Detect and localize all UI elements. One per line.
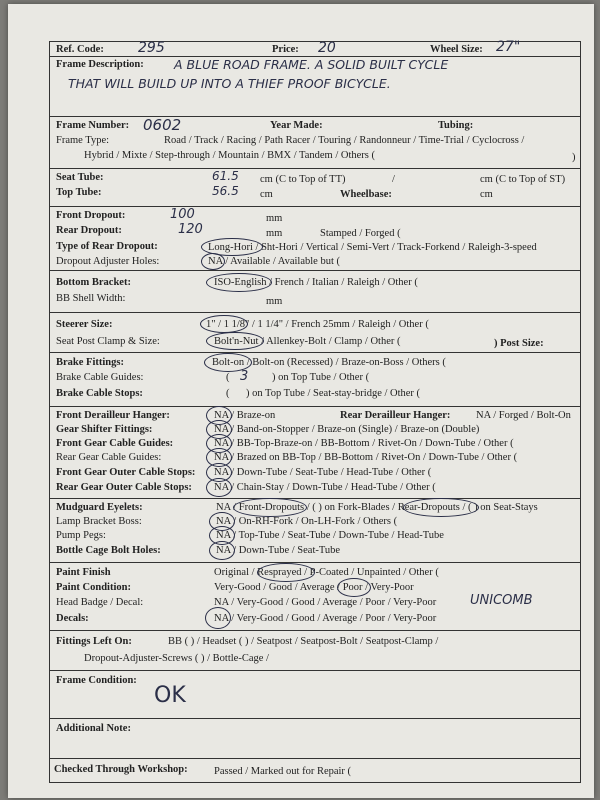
rgos-label: Rear Gear Outer Cable Stops:: [56, 482, 192, 493]
decals-na-circle: [205, 607, 231, 629]
bb-shell-unit: mm: [266, 296, 283, 307]
rear-dropout-unit: mm: [266, 228, 283, 239]
rgos-na-circle: [206, 478, 232, 497]
mudguard-label: Mudguard Eyelets:: [56, 502, 143, 513]
head-badge-options: NA / Very-Good / Good / Average / Poor / Very-Poor: [214, 597, 437, 608]
steerer-section: [50, 312, 580, 352]
dropouts-section: [50, 206, 580, 270]
rd-hanger-options: NA / Forged / Bolt-On: [476, 410, 571, 421]
top-tube-label: Top Tube:: [56, 187, 102, 198]
price-label: Price:: [272, 44, 299, 55]
workshop-options: Passed / Marked out for Repair (: [214, 766, 352, 777]
poor-circle: [337, 578, 371, 597]
adjuster-label: Dropout Adjuster Holes:: [56, 256, 160, 267]
bottom-bracket-section: [50, 270, 580, 312]
bottle-options: NA / Down-Tube / Seat-Tube: [216, 545, 341, 556]
paper-sheet: [8, 4, 594, 798]
fgcg-label: Front Gear Cable Guides:: [56, 438, 174, 449]
frame-description-line1: A BLUE ROAD FRAME. A SOLID BUILT CYCLE: [174, 57, 449, 72]
paint-finish-options: Original / Resprayed / P-Coated / Unpainted / Other (: [214, 567, 439, 578]
workshop-label: Checked Through Workshop:: [54, 764, 188, 775]
brake-guides-label: Brake Cable Guides:: [56, 372, 144, 383]
iso-english-circle: [206, 273, 272, 292]
lamp-label: Lamp Bracket Boss:: [56, 516, 142, 527]
fgos-label: Front Gear Outer Cable Stops:: [56, 467, 196, 478]
fgcg-options: NA / BB-Top-Braze-on / BB-Bottom / Rivet-On / Down-Tube / Other (: [214, 438, 514, 449]
paint-section: [50, 562, 580, 630]
fittings-left-on-section: [50, 630, 580, 670]
frame-type-label: Frame Type:: [56, 135, 110, 146]
frame-number-label: Frame Number:: [56, 120, 130, 131]
left-on-label: Fittings Left On:: [56, 636, 132, 647]
frame-section: [50, 116, 580, 168]
lamp-options: NA / On-RH-Fork / On-LH-Fork / Others (: [216, 516, 398, 527]
rear-dropouts-circle: [403, 498, 479, 517]
steerer-label: Steerer Size:: [56, 319, 113, 330]
shifter-options: NA / Band-on-Stopper / Braze-on (Single) / Braze-on (Double): [214, 424, 480, 435]
bb-label: Bottom Bracket:: [56, 277, 131, 288]
frame-number-value: 0602: [143, 116, 182, 134]
frame-type-options-1: Road / Track / Racing / Path Racer / Touring / Randonneur / Time-Trial / Cyclocross /: [164, 135, 525, 146]
steerer-options: 1" / 1 1/8" / 1 1/4" / French 25mm / Raleigh / Other (: [206, 319, 429, 330]
top-tube-unit: cm: [260, 189, 273, 200]
rear-dropout-type-options: Long-Hori / Sht-Hori / Vertical / Semi-Vert / Track-Forkend / Raleigh-3-speed: [208, 242, 537, 253]
paint-condition-label: Paint Condition:: [56, 582, 131, 593]
brake-guides-value: 3: [240, 369, 249, 384]
left-on-line1: BB ( ) / Headset ( ) / Seatpost / Seatpost-Bolt / Seatpost-Clamp /: [168, 636, 439, 647]
brake-fittings-label: Brake Fittings:: [56, 357, 124, 368]
bb-options: ISO-English / French / Italian / Raleigh / Other (: [214, 277, 418, 288]
frame-description-label: Frame Description:: [56, 59, 144, 70]
form-grid: [49, 41, 581, 783]
fgos-options: NA / Down-Tube / Seat-Tube / Head-Tube / Other (: [214, 467, 432, 478]
bottle-label: Bottle Cage Bolt Holes:: [56, 545, 161, 556]
rear-dropout-label: Rear Dropout:: [56, 225, 122, 236]
adjuster-na-circle: [201, 253, 225, 270]
front-dropouts-circle: [233, 498, 307, 517]
rgcg-label: Rear Gear Cable Guides:: [56, 452, 162, 463]
tube-slash: /: [392, 174, 395, 185]
tubes-section: [50, 168, 580, 206]
brake-guides-paren: (: [226, 372, 230, 383]
seat-unit-1: cm (C to Top of TT): [260, 174, 346, 185]
brake-fittings-options: Bolt-on / Bolt-on (Recessed) / Braze-on-Boss / Others (: [212, 357, 446, 368]
seat-tube-label: Seat Tube:: [56, 172, 104, 183]
frame-condition-label: Frame Condition:: [56, 675, 137, 686]
brake-stops-paren: (: [226, 388, 230, 399]
rd-hanger-label: Rear Derailleur Hanger:: [340, 410, 451, 421]
stamped-forged: Stamped / Forged (: [320, 228, 401, 239]
paint-finish-label: Paint Finish: [56, 567, 111, 578]
rear-dropout-type-label: Type of Rear Dropout:: [56, 241, 158, 252]
ref-code-value: 295: [138, 40, 165, 56]
seat-clamp-options: Bolt'n-Nut / Allenkey-Bolt / Clamp / Other (: [214, 336, 401, 347]
ref-code-label: Ref. Code:: [56, 44, 104, 55]
wheel-size-value: 27": [496, 39, 521, 55]
frame-description-section: [50, 56, 580, 116]
fd-hanger-options: NA / Braze-on: [214, 410, 276, 421]
decals-label: Decals:: [56, 613, 89, 624]
decals-options: NA / Very-Good / Good / Average / Poor / Very-Poor: [214, 613, 437, 624]
adjuster-options: NA / Available / Available but (: [208, 256, 340, 267]
frame-condition-value: OK: [154, 683, 186, 708]
seat-tube-value: 61.5: [212, 169, 239, 183]
rear-dropout-value: 120: [178, 222, 203, 237]
paint-condition-options: Very-Good / Good / Average / Poor / Very-Poor: [214, 582, 414, 593]
frame-condition-section: [50, 670, 580, 718]
seat-clamp-label: Seat Post Clamp & Size:: [56, 336, 160, 347]
resprayed-circle: [257, 563, 315, 582]
head-badge-note: UNICOMB: [470, 593, 533, 608]
fd-hanger-label: Front Derailleur Hanger:: [56, 410, 170, 421]
bottle-na-circle: [209, 541, 235, 560]
pump-options: NA / Top-Tube / Seat-Tube / Down-Tube / Head-Tube: [216, 530, 444, 541]
post-size-label: ) Post Size:: [494, 338, 544, 349]
rgos-options: NA / Chain-Stay / Down-Tube / Head-Tube / Other (: [214, 482, 436, 493]
frame-type-options-2: Hybrid / Mixte / Step-through / Mountain / BMX / Tandem / Others (: [84, 150, 376, 161]
front-dropout-unit: mm: [266, 213, 283, 224]
seat-unit-2: cm (C to Top of ST): [480, 174, 566, 185]
tubing-label: Tubing:: [438, 120, 474, 131]
year-made-label: Year Made:: [270, 120, 323, 131]
mudguard-options: NA / Front-Dropouts / ( ) on Fork-Blades / Rear-Dropouts / ( ) on Seat-Stays: [216, 502, 538, 513]
front-dropout-value: 100: [170, 207, 195, 222]
top-tube-value: 56.5: [212, 184, 239, 198]
head-badge-label: Head Badge / Decal:: [56, 597, 144, 608]
wheel-size-label: Wheel Size:: [430, 44, 483, 55]
pump-label: Pump Pegs:: [56, 530, 106, 541]
frame-description-line2: THAT WILL BUILD UP INTO A THIEF PROOF BICYCLE.: [68, 76, 391, 91]
additional-note-label: Additional Note:: [56, 723, 131, 734]
shifter-label: Gear Shifter Fittings:: [56, 424, 153, 435]
fittings-section: [50, 498, 580, 562]
additional-note-section: [50, 718, 580, 758]
front-dropout-label: Front Dropout:: [56, 210, 126, 221]
price-value: 20: [318, 40, 336, 56]
brake-stops-label: Brake Cable Stops:: [56, 388, 143, 399]
one-eighth-circle: [200, 315, 248, 333]
brakes-section: [50, 352, 580, 406]
workshop-section: [50, 758, 580, 782]
frame-type-close: ): [572, 152, 576, 163]
brake-stops-options: ) on Top Tube / Seat-stay-bridge / Other (: [246, 388, 421, 399]
bb-shell-label: BB Shell Width:: [56, 293, 126, 304]
gears-section: [50, 406, 580, 498]
left-on-line2: Dropout-Adjuster-Screws ( ) / Bottle-Cage /: [84, 653, 269, 664]
rgcg-options: NA / Brazed on BB-Top / BB-Bottom / Rivet-On / Down-Tube / Other (: [214, 452, 518, 463]
wheelbase-unit: cm: [480, 189, 493, 200]
wheelbase-label: Wheelbase:: [340, 189, 392, 200]
bolt-nut-circle: [206, 332, 264, 350]
brake-guides-options: ) on Top Tube / Other (: [272, 372, 370, 383]
